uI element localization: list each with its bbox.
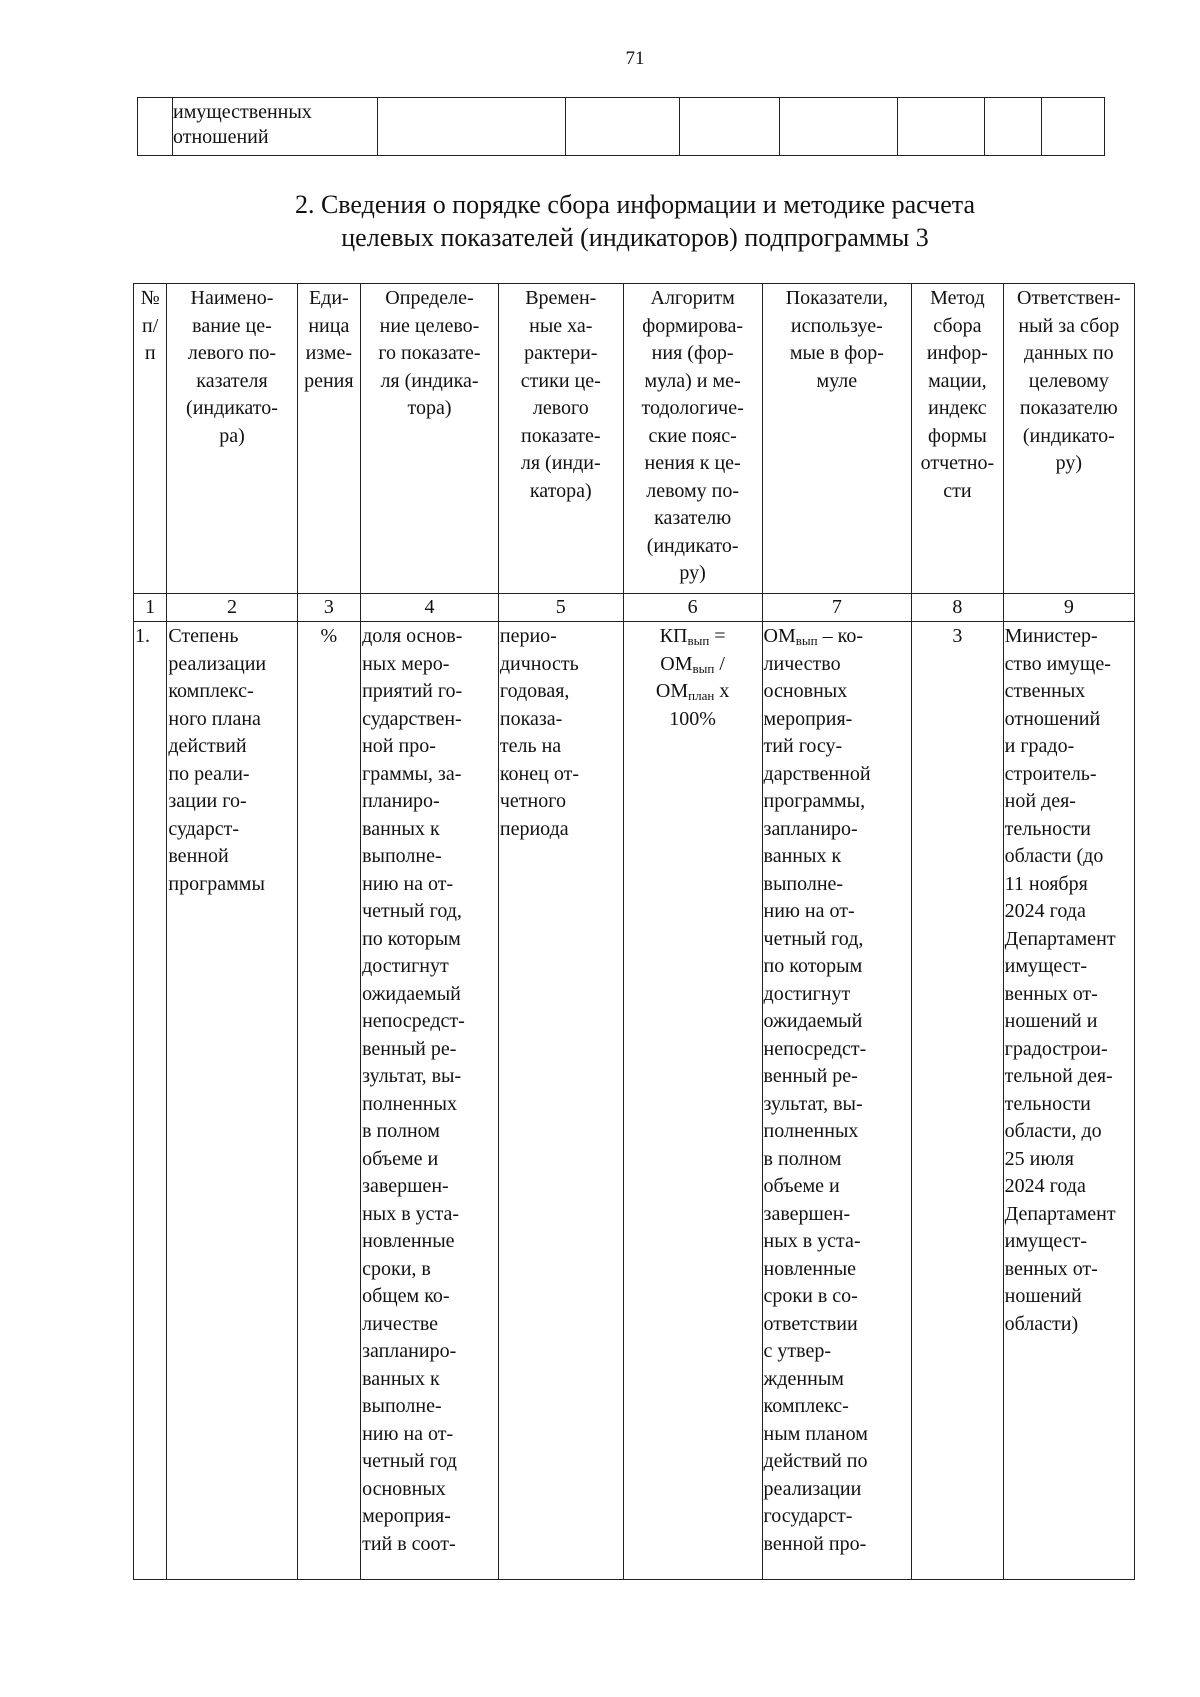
column-number-row bbox=[134, 594, 1135, 622]
formula-line-3 bbox=[625, 678, 761, 706]
indicators-om-subscript: вып bbox=[795, 633, 818, 648]
formula-cell bbox=[623, 622, 762, 1580]
header-cell-time bbox=[498, 284, 623, 594]
continued-table-fragment bbox=[137, 97, 1105, 156]
fragment-cell-3 bbox=[378, 98, 566, 156]
time-characteristics-cell bbox=[498, 622, 623, 1580]
header-cell-definition bbox=[361, 284, 499, 594]
indicators-table bbox=[133, 283, 1135, 1580]
indicator-name: Степень реализации комплекс- ного плана действий по реали- зации го- сударст- венной программы bbox=[168, 625, 267, 895]
header-text: Показатели, используе- мые в фор- муле bbox=[785, 287, 888, 392]
table-row bbox=[134, 622, 1135, 1580]
fragment-cell-8 bbox=[985, 98, 1042, 156]
unit-cell: % bbox=[297, 622, 361, 1580]
formula-om-done-subscript: вып bbox=[692, 660, 715, 676]
formula-multiply: х bbox=[714, 680, 730, 702]
formula-line-4: 100% bbox=[669, 707, 716, 730]
responsible-cell bbox=[1003, 622, 1134, 1580]
fragment-cell-6 bbox=[780, 98, 898, 156]
header-text: Еди- ница изме- рения bbox=[304, 287, 354, 392]
header-cell-indicators bbox=[762, 284, 912, 594]
column-number: 8 bbox=[912, 594, 1003, 622]
column-number: 2 bbox=[167, 594, 297, 622]
column-number: 4 bbox=[361, 594, 499, 622]
heading-line-2: целевых показателей (индикаторов) подпрограммы 3 bbox=[341, 223, 929, 252]
formula-equals: = bbox=[709, 625, 726, 647]
header-cell-name bbox=[167, 284, 297, 594]
header-text: Наимено- вание це- левого по- казателя (индикато- ра) bbox=[186, 287, 278, 447]
section-heading bbox=[0, 188, 1200, 254]
formula-om-plan: ОМ bbox=[655, 680, 689, 702]
header-text: Времен- ные ха- рактери- стики це- левого показате- ля (инди- катора) bbox=[520, 287, 601, 502]
fragment-text: имущественных отношений bbox=[173, 101, 312, 148]
formula-line-1 bbox=[625, 623, 761, 651]
header-cell-algorithm bbox=[623, 284, 762, 594]
row-number: 1. bbox=[134, 622, 167, 1580]
header-cell-responsible bbox=[1003, 284, 1134, 594]
definition-text: доля основ- ных меро- приятий го- сударствен- ной про- граммы, за- планиро- ванных к выполне- нию на от- четный год, по которым достигнут ожидаемый непосредст- венный ре- зультат, вы- полненных в полном объеме и завершен- ных в уста- новленные сроки, в общем ко- личестве запланиро- ванных к выполне- нию на от- четный год основных мероприя- тий в соот- bbox=[362, 625, 465, 1555]
header-text: Метод сбора инфор- мации, индекс формы отчетно- сти bbox=[920, 287, 995, 502]
column-number: 6 bbox=[623, 594, 762, 622]
formula-kp-subscript: вып bbox=[687, 633, 710, 648]
header-text: Определе- ние целево- го показате- ля (индика- тора) bbox=[378, 287, 481, 419]
fragment-cell-4 bbox=[566, 98, 680, 156]
fragment-cell-1 bbox=[138, 98, 173, 156]
formula-om-done: ОМ bbox=[660, 652, 693, 675]
column-number: 3 bbox=[297, 594, 361, 622]
column-number: 9 bbox=[1003, 594, 1134, 622]
header-row bbox=[134, 284, 1135, 594]
formula-om-plan-subscript: план bbox=[688, 688, 715, 703]
fragment-cell-9 bbox=[1042, 98, 1105, 156]
fragment-cell-7 bbox=[898, 98, 985, 156]
method-cell: 3 bbox=[912, 622, 1003, 1580]
header-text: № п/ п bbox=[140, 287, 160, 364]
header-cell-unit bbox=[297, 284, 361, 594]
column-number: 1 bbox=[134, 594, 167, 622]
header-text: Ответствен- ный за сбор данных по целевому показателю (индикато- ру) bbox=[1017, 287, 1121, 474]
fragment-text-cell bbox=[173, 98, 378, 156]
header-text: Алгоритм формирова- ния (фор- мула) и ме- тодологиче- ские пояс- нения к це- левому по- казателю (индикато- ру) bbox=[641, 287, 744, 584]
definition-cell bbox=[361, 622, 499, 1580]
page-number: 71 bbox=[625, 48, 645, 69]
indicators-om: ОМ bbox=[763, 625, 796, 647]
indicators-text: – ко- личество основных мероприя- тий госу- дарственной программы, запланиро- ванных к выполне- нию на от- четный год, по которым достигнут ожидаемый непосредст- венный ре- зультат, вы- полненных в полном объеме и завершен- ных в уста- новленные сроки в со- ответствии с утвер- жденным комплекс- ным планом действий по реализации государст- венной про- bbox=[763, 625, 871, 1555]
header-cell-method bbox=[912, 284, 1003, 594]
column-number: 5 bbox=[498, 594, 623, 622]
responsible-text: Министер- ство имуще- ственных отношений и градо- строитель- ной дея- тельности области (до 11 ноября 2024 года Департамент имущест- венных от- ношений и градострои- тельной дея- тельности области, до 25 июля 2024 года Департамент имущест- венных от- ношений области) bbox=[1004, 625, 1116, 1335]
heading-line-1: 2. Сведения о порядке сбора информации и методике расчета bbox=[294, 190, 976, 219]
formula-divide: / bbox=[714, 652, 725, 675]
indicator-name-cell bbox=[167, 622, 297, 1580]
time-characteristics-text: перио- дичность годовая, показа- тель на конец от- четного периода bbox=[499, 625, 579, 840]
formula-line-2 bbox=[625, 651, 761, 679]
header-cell-num bbox=[134, 284, 167, 594]
formula-kp: КП bbox=[659, 625, 688, 647]
column-number: 7 bbox=[762, 594, 912, 622]
indicators-cell bbox=[762, 622, 912, 1580]
fragment-cell-5 bbox=[680, 98, 780, 156]
